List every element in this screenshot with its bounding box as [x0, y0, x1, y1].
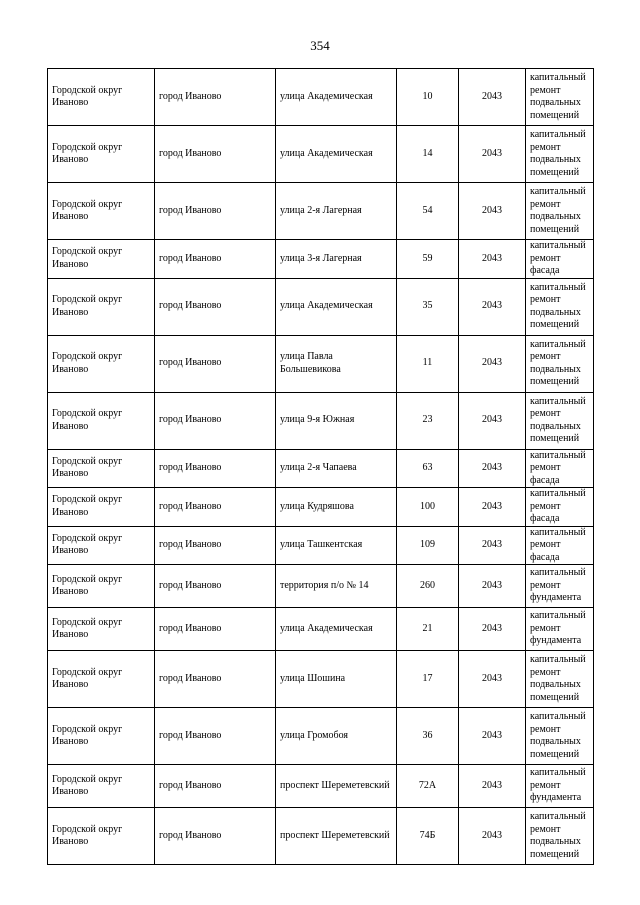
city-cell: город Иваново — [155, 335, 276, 392]
street-cell: проспект Шереметевский — [276, 808, 397, 865]
street-cell: улица Академическая — [276, 69, 397, 126]
city-cell: город Иваново — [155, 278, 276, 335]
table-row — [48, 240, 594, 279]
street-cell: улица 2-я Лагерная — [276, 183, 397, 240]
work-type-cell: капитальный ремонт фасада — [526, 526, 594, 565]
house-cell: 59 — [397, 240, 459, 279]
house-cell: 63 — [397, 449, 459, 488]
table-row — [48, 526, 594, 565]
district-cell: Городской округ Иваново — [48, 183, 155, 240]
table-row — [48, 335, 594, 392]
district-cell: Городской округ Иваново — [48, 708, 155, 765]
district-cell: Городской округ Иваново — [48, 126, 155, 183]
house-cell: 109 — [397, 526, 459, 565]
year-cell: 2043 — [459, 708, 526, 765]
city-cell: город Иваново — [155, 488, 276, 527]
district-cell: Городской округ Иваново — [48, 651, 155, 708]
house-cell: 10 — [397, 69, 459, 126]
work-type-cell: капитальный ремонт фасада — [526, 488, 594, 527]
city-cell: город Иваново — [155, 651, 276, 708]
work-type-cell: капитальный ремонт подвальных помещений — [526, 335, 594, 392]
work-type-cell: капитальный ремонт фасада — [526, 240, 594, 279]
year-cell: 2043 — [459, 765, 526, 808]
work-type-cell: капитальный ремонт фундамента — [526, 765, 594, 808]
year-cell: 2043 — [459, 608, 526, 651]
table-row — [48, 183, 594, 240]
city-cell: город Иваново — [155, 126, 276, 183]
city-cell: город Иваново — [155, 608, 276, 651]
house-cell: 54 — [397, 183, 459, 240]
street-cell: улица Шошина — [276, 651, 397, 708]
year-cell: 2043 — [459, 526, 526, 565]
year-cell: 2043 — [459, 449, 526, 488]
work-type-cell: капитальный ремонт подвальных помещений — [526, 392, 594, 449]
table-row — [48, 765, 594, 808]
city-cell: город Иваново — [155, 565, 276, 608]
year-cell: 2043 — [459, 183, 526, 240]
house-cell: 100 — [397, 488, 459, 527]
page-number: 354 — [310, 38, 330, 53]
work-type-cell: капитальный ремонт подвальных помещений — [526, 651, 594, 708]
district-cell: Городской округ Иваново — [48, 488, 155, 527]
street-cell: улица 3-я Лагерная — [276, 240, 397, 279]
house-cell: 36 — [397, 708, 459, 765]
district-cell: Городской округ Иваново — [48, 278, 155, 335]
district-cell: Городской округ Иваново — [48, 69, 155, 126]
city-cell: город Иваново — [155, 69, 276, 126]
year-cell: 2043 — [459, 808, 526, 865]
work-type-cell: капитальный ремонт фундамента — [526, 608, 594, 651]
table-row — [48, 392, 594, 449]
city-cell: город Иваново — [155, 449, 276, 488]
table-row — [48, 708, 594, 765]
city-cell: город Иваново — [155, 183, 276, 240]
district-cell: Городской округ Иваново — [48, 449, 155, 488]
year-cell: 2043 — [459, 392, 526, 449]
house-cell: 23 — [397, 392, 459, 449]
city-cell: город Иваново — [155, 392, 276, 449]
table-row — [48, 608, 594, 651]
work-type-cell: капитальный ремонт подвальных помещений — [526, 808, 594, 865]
house-cell: 260 — [397, 565, 459, 608]
house-cell: 35 — [397, 278, 459, 335]
street-cell: улица Академическая — [276, 278, 397, 335]
year-cell: 2043 — [459, 240, 526, 279]
house-cell: 14 — [397, 126, 459, 183]
district-cell: Городской округ Иваново — [48, 565, 155, 608]
repair-schedule-table — [47, 68, 594, 865]
district-cell: Городской округ Иваново — [48, 240, 155, 279]
district-cell: Городской округ Иваново — [48, 765, 155, 808]
table-row — [48, 278, 594, 335]
city-cell: город Иваново — [155, 240, 276, 279]
year-cell: 2043 — [459, 488, 526, 527]
year-cell: 2043 — [459, 126, 526, 183]
house-cell: 74Б — [397, 808, 459, 865]
district-cell: Городской округ Иваново — [48, 392, 155, 449]
district-cell: Городской округ Иваново — [48, 335, 155, 392]
district-cell: Городской округ Иваново — [48, 608, 155, 651]
year-cell: 2043 — [459, 565, 526, 608]
work-type-cell: капитальный ремонт подвальных помещений — [526, 126, 594, 183]
street-cell: улица Павла Большевикова — [276, 335, 397, 392]
house-cell: 72А — [397, 765, 459, 808]
city-cell: город Иваново — [155, 808, 276, 865]
house-cell: 21 — [397, 608, 459, 651]
house-cell: 17 — [397, 651, 459, 708]
street-cell: территория п/о № 14 — [276, 565, 397, 608]
city-cell: город Иваново — [155, 765, 276, 808]
year-cell: 2043 — [459, 278, 526, 335]
work-type-cell: капитальный ремонт подвальных помещений — [526, 708, 594, 765]
table-row — [48, 651, 594, 708]
year-cell: 2043 — [459, 69, 526, 126]
street-cell: улица 2-я Чапаева — [276, 449, 397, 488]
district-cell: Городской округ Иваново — [48, 526, 155, 565]
year-cell: 2043 — [459, 651, 526, 708]
table-row — [48, 565, 594, 608]
street-cell: улица 9-я Южная — [276, 392, 397, 449]
work-type-cell: капитальный ремонт фундамента — [526, 565, 594, 608]
city-cell: город Иваново — [155, 526, 276, 565]
work-type-cell: капитальный ремонт подвальных помещений — [526, 183, 594, 240]
house-cell: 11 — [397, 335, 459, 392]
work-type-cell: капитальный ремонт подвальных помещений — [526, 69, 594, 126]
table-row — [48, 808, 594, 865]
city-cell: город Иваново — [155, 708, 276, 765]
street-cell: улица Академическая — [276, 608, 397, 651]
table-row — [48, 449, 594, 488]
street-cell: улица Кудряшова — [276, 488, 397, 527]
work-type-cell: капитальный ремонт подвальных помещений — [526, 278, 594, 335]
street-cell: улица Ташкентская — [276, 526, 397, 565]
year-cell: 2043 — [459, 335, 526, 392]
table-row — [48, 488, 594, 527]
work-type-cell: капитальный ремонт фасада — [526, 449, 594, 488]
street-cell: улица Громобоя — [276, 708, 397, 765]
table-row — [48, 126, 594, 183]
street-cell: улица Академическая — [276, 126, 397, 183]
street-cell: проспект Шереметевский — [276, 765, 397, 808]
table-row — [48, 69, 594, 126]
district-cell: Городской округ Иваново — [48, 808, 155, 865]
